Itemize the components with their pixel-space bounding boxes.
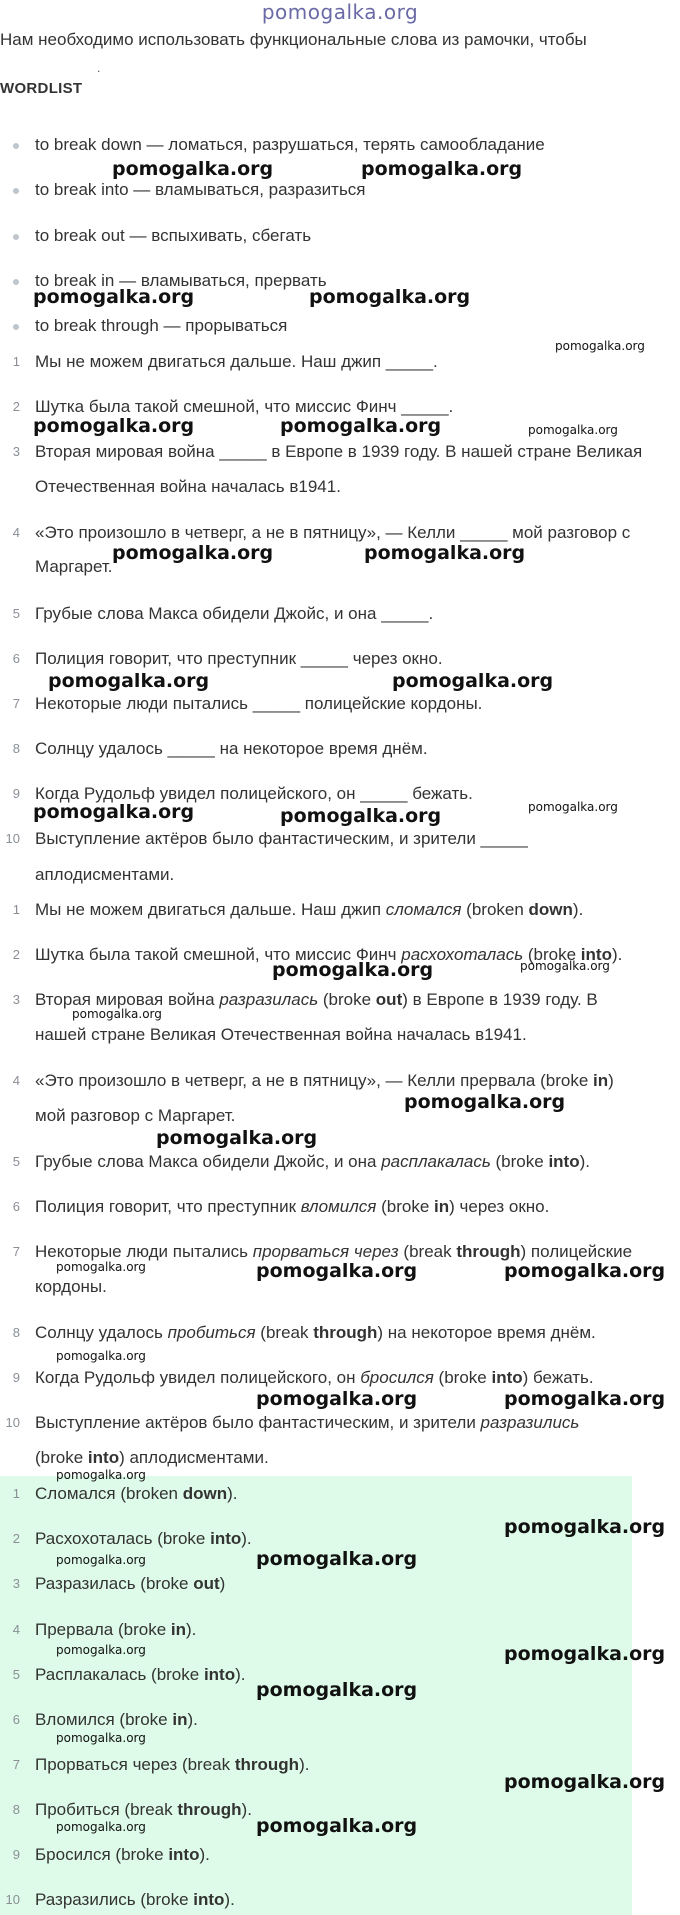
exercise-line: «Это произошло в четверг, а не в пятницу», — Келли _____ мой разговор с [35, 523, 631, 542]
watermark: pomogalka.org [72, 1007, 162, 1021]
answer-item: Расхохоталась (broke into). [35, 1529, 252, 1548]
task-intro: Нам необходимо использовать функциональные слова из рамочки, чтобы [0, 30, 587, 49]
translation-line: Шутка была такой смешной, что миссис Финч расхохоталась (broke into). [35, 945, 623, 964]
watermark: pomogalka.org [33, 415, 195, 437]
watermark: pomogalka.org [555, 339, 645, 353]
exercise-number: 2 [12, 399, 20, 414]
answer-item: Вломился (broke in). [35, 1710, 198, 1729]
wordlist-item: to break down — ломаться, разрушаться, терять самообладание [35, 135, 545, 154]
translation-line: Полиция говорит, что преступник вломился (broke in) через окно. [35, 1197, 550, 1216]
exercise-number: 8 [12, 741, 20, 756]
answer-number: 9 [12, 1847, 20, 1862]
watermark: pomogalka.org [528, 800, 618, 814]
watermark: pomogalka.org [56, 1643, 146, 1657]
bullet-icon [13, 234, 19, 240]
translation-number: 7 [12, 1244, 20, 1259]
answer-item: Прервала (broke in). [35, 1620, 197, 1639]
watermark: pomogalka.org [56, 1553, 146, 1567]
exercise-number: 10 [5, 831, 20, 846]
watermark: pomogalka.org [33, 801, 195, 823]
translation-number: 9 [12, 1370, 20, 1385]
watermark: pomogalka.org [504, 1643, 666, 1665]
wordlist-item: to break out — вспыхивать, сбегать [35, 226, 312, 245]
watermark: pomogalka.org [56, 1260, 146, 1274]
translation-line: мой разговор с Маргарет. [35, 1106, 236, 1125]
translation-line: нашей стране Великая Отечественная война началась в1941. [35, 1025, 527, 1044]
watermark: pomogalka.org [361, 158, 523, 180]
intro-dot: . [97, 61, 101, 75]
watermark: pomogalka.org [528, 423, 618, 437]
watermark: pomogalka.org [256, 1815, 418, 1837]
watermark: pomogalka.org [156, 1127, 318, 1149]
translation-line: Солнцу удалось пробиться (break through) на некоторое время днём. [35, 1323, 596, 1342]
watermark: pomogalka.org [33, 286, 195, 308]
translation-number: 2 [12, 947, 20, 962]
translation-line: кордоны. [35, 1277, 107, 1296]
translation-line: Вторая мировая война разразилась (broke out) в Европе в 1939 году. В [35, 990, 598, 1009]
exercise-line: аплодисментами. [35, 865, 175, 884]
answer-number: 7 [12, 1757, 20, 1772]
exercise-line: Мы не можем двигаться дальше. Наш джип _____. [35, 352, 438, 371]
watermark: pomogalka.org [56, 1731, 146, 1745]
translation-number: 1 [12, 902, 20, 917]
translation-number: 5 [12, 1154, 20, 1169]
watermark: pomogalka.org [504, 1388, 666, 1410]
watermark: pomogalka.org [504, 1771, 666, 1793]
exercise-line: Когда Рудольф увидел полицейского, он _____ бежать. [35, 784, 473, 803]
watermark: pomogalka.org [504, 1260, 666, 1282]
wordlist-item: to break in — вламываться, прервать [35, 271, 327, 290]
exercise-number: 6 [12, 651, 20, 666]
translation-line: Выступление актёров было фантастическим, и зрители разразились [35, 1413, 580, 1432]
wordlist-item: to break into — вламываться, разразиться [35, 180, 366, 199]
translation-line: Грубые слова Макса обидели Джойс, и она расплакалась (broke into). [35, 1152, 590, 1171]
watermark: pomogalka.org [404, 1091, 566, 1113]
translation-line: (broke into) аплодисментами. [35, 1448, 269, 1467]
answer-item: Разразились (broke into). [35, 1890, 235, 1909]
translation-line: Некоторые люди пытались прорваться через (break through) полицейские [35, 1242, 633, 1261]
exercise-number: 4 [12, 525, 20, 540]
site-header-logo[interactable]: pomogalka.org [261, 0, 419, 24]
watermark: pomogalka.org [48, 670, 210, 692]
watermark: pomogalka.org [364, 542, 526, 564]
exercise-number: 1 [12, 354, 20, 369]
watermark: pomogalka.org [56, 1468, 146, 1482]
translation-number: 10 [5, 1415, 20, 1430]
translation-number: 6 [12, 1199, 20, 1214]
exercise-line: Выступление актёров было фантастическим, и зрители _____ [35, 829, 528, 848]
answer-item: Разразилась (broke out) [35, 1574, 226, 1593]
answer-number: 2 [12, 1531, 20, 1546]
watermark: pomogalka.org [56, 1349, 146, 1363]
bullet-icon [13, 143, 19, 149]
bullet-icon [13, 279, 19, 285]
watermark: pomogalka.org [392, 670, 554, 692]
watermark: pomogalka.org [280, 805, 442, 827]
exercise-number: 7 [12, 696, 20, 711]
wordlist-title: WORDLIST [0, 80, 83, 97]
exercise-line: Грубые слова Макса обидели Джойс, и она _____. [35, 604, 434, 623]
answer-number: 6 [12, 1712, 20, 1727]
watermark: pomogalka.org [309, 286, 471, 308]
watermark: pomogalka.org [256, 1679, 418, 1701]
translation-line: Когда Рудольф увидел полицейского, он бросился (broke into) бежать. [35, 1368, 594, 1387]
exercise-line: Полиция говорит, что преступник _____ через окно. [35, 649, 443, 668]
watermark: pomogalka.org [256, 1260, 418, 1282]
exercise-line: Вторая мировая война _____ в Европе в 1939 году. В нашей стране Великая [35, 442, 643, 461]
answer-item: Расплакалась (broke into). [35, 1665, 246, 1684]
answer-number: 4 [12, 1622, 20, 1637]
exercise-line: Отечественная война началась в1941. [35, 477, 341, 496]
watermark: pomogalka.org [256, 1388, 418, 1410]
answer-item: Прорваться через (break through). [35, 1755, 310, 1774]
answer-item: Сломался (broken down). [35, 1484, 238, 1503]
bullet-icon [13, 324, 19, 330]
watermark: pomogalka.org [520, 959, 610, 973]
watermark: pomogalka.org [272, 959, 434, 981]
watermark: pomogalka.org [112, 158, 274, 180]
answer-number: 10 [5, 1892, 20, 1907]
translation-number: 4 [12, 1073, 20, 1088]
answer-number: 8 [12, 1802, 20, 1817]
watermark: pomogalka.org [504, 1516, 666, 1538]
watermark: pomogalka.org [56, 1820, 146, 1834]
translation-number: 3 [12, 992, 20, 1007]
exercise-line: Маргарет. [35, 557, 113, 576]
answer-item: Пробиться (break through). [35, 1800, 252, 1819]
translation-line: Мы не можем двигаться дальше. Наш джип сломался (broken down). [35, 900, 584, 919]
exercise-number: 9 [12, 786, 20, 801]
wordlist-item: to break through — прорываться [35, 316, 288, 335]
watermark: pomogalka.org [280, 415, 442, 437]
answer-number: 3 [12, 1576, 20, 1591]
watermark: pomogalka.org [112, 542, 274, 564]
answer-number: 5 [12, 1667, 20, 1682]
bullet-icon [13, 188, 19, 194]
watermark: pomogalka.org [256, 1548, 418, 1570]
translation-number: 8 [12, 1325, 20, 1340]
exercise-line: Шутка была такой смешной, что миссис Финч _____. [35, 397, 454, 416]
exercise-line: Некоторые люди пытались _____ полицейские кордоны. [35, 694, 483, 713]
exercise-number: 3 [12, 444, 20, 459]
exercise-number: 5 [12, 606, 20, 621]
answer-item: Бросился (broke into). [35, 1845, 210, 1864]
translation-line: «Это произошло в четверг, а не в пятницу», — Келли прервала (broke in) [35, 1071, 614, 1090]
answer-number: 1 [12, 1486, 20, 1501]
exercise-line: Солнцу удалось _____ на некоторое время днём. [35, 739, 428, 758]
